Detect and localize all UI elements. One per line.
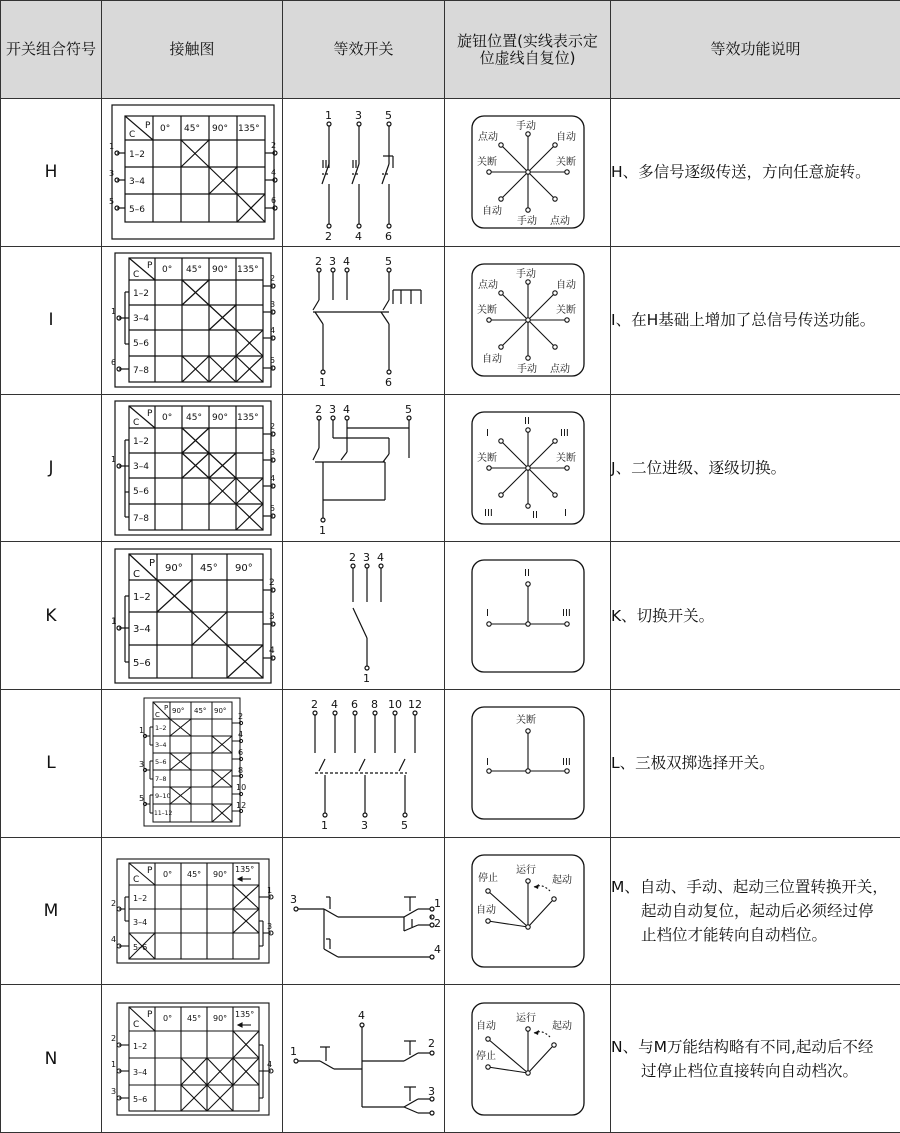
switch-terminal-label: 1 <box>433 896 441 910</box>
switch-terminal-label: 3 <box>289 892 297 906</box>
switch-terminal-label: 1 <box>324 109 332 123</box>
switch-terminal-label: 2 <box>324 230 332 243</box>
corner-c: C <box>132 270 139 281</box>
angle-label: 90° <box>211 412 228 423</box>
terminal-label: 1 <box>110 454 116 464</box>
knob-diagram <box>445 542 611 690</box>
contact-row-label: 1–2 <box>154 724 167 733</box>
contact-row-label: 3–4 <box>132 314 149 325</box>
angle-label: 135° <box>236 412 259 423</box>
table-row <box>1 246 900 394</box>
table-row <box>1 394 900 542</box>
knob-label: 关断 <box>476 305 497 317</box>
terminal-label: 1 <box>266 885 272 895</box>
switch-diagram <box>283 689 445 837</box>
row-symbol: L <box>1 689 102 837</box>
switch-diagram-svg <box>289 546 439 686</box>
row-symbol: M <box>1 837 102 985</box>
switch-terminal-label: 3 <box>362 550 370 564</box>
terminal-label: 4 <box>270 168 276 178</box>
angle-label: 45° <box>183 124 200 135</box>
knob-label: I <box>485 607 489 619</box>
switch-terminal-label: 1 <box>318 376 326 390</box>
header-switch: 等效开关 <box>283 1 445 99</box>
contact-row-label: 1–2 <box>128 150 145 161</box>
terminal-label: 1 <box>110 1059 116 1069</box>
knob-label: 关断 <box>476 157 497 169</box>
row-symbol: N <box>1 985 102 1133</box>
knob-label: 关断 <box>555 452 576 464</box>
switch-terminal-label: 8 <box>370 698 378 712</box>
terminal-label: 4 <box>110 934 116 944</box>
switch-terminal-label: 6 <box>384 376 392 390</box>
angle-label: 45° <box>199 562 218 574</box>
contact-row-label: 1–2 <box>132 1041 147 1051</box>
contact-row-label: 3–4 <box>132 623 151 635</box>
contact-diagram-svg <box>105 102 280 242</box>
switch-terminal-label: 4 <box>342 255 350 269</box>
angle-label: 0° <box>161 412 172 423</box>
knob-label: 关断 <box>476 452 497 464</box>
angle-label: 135° <box>237 124 260 135</box>
contact-diagram <box>102 542 283 690</box>
terminal-label: 6 <box>270 196 276 206</box>
knob-diagram <box>445 689 611 837</box>
knob-label: 自动 <box>555 280 576 292</box>
terminal-label: 6 <box>237 748 243 758</box>
knob-diagram-svg <box>468 556 588 676</box>
switch-terminal-label: 3 <box>328 402 336 416</box>
table-row <box>1 985 900 1133</box>
knob-label: 停止 <box>475 1050 496 1062</box>
knob-diagram-svg <box>468 408 588 528</box>
contact-row-label: 5–6 <box>132 339 149 350</box>
header-symbol: 开关组合符号 <box>1 1 102 99</box>
knob-label: 手动 <box>516 364 537 376</box>
desc-line: 过停止档位直接转向自动档次。 <box>641 1061 859 1080</box>
knob-diagram <box>445 99 611 247</box>
knob-label: 运行 <box>515 864 536 876</box>
angle-label: 90° <box>211 124 228 135</box>
contact-diagram <box>102 837 283 985</box>
row-description: I、在H基础上增加了总信号传送功能。 <box>611 246 900 394</box>
knob-label: 自动 <box>481 354 502 366</box>
header-knob: 旋钮位置(实线表示定位虚线自复位) <box>445 1 611 99</box>
contact-row-label: 1–2 <box>132 289 149 300</box>
switch-terminal-label: 2 <box>314 402 322 416</box>
knob-label: 点动 <box>549 216 570 228</box>
switch-terminal-label: 4 <box>433 942 441 956</box>
terminal-label: 6 <box>110 358 116 368</box>
knob-label: 自动 <box>475 904 496 916</box>
row-description <box>611 985 900 1133</box>
terminal-label: 1 <box>138 726 144 736</box>
contact-row-label: 3–4 <box>154 741 167 750</box>
contact-diagram-svg <box>105 989 280 1129</box>
corner-p: P <box>146 1009 152 1020</box>
terminal-label: 3 <box>110 1086 116 1096</box>
contact-diagram-svg <box>105 546 280 686</box>
switch-terminal-label: 4 <box>330 698 338 712</box>
corner-p: P <box>148 557 155 569</box>
switch-diagram <box>283 246 445 394</box>
knob-diagram-svg <box>468 703 588 823</box>
knob-label: III <box>561 607 571 619</box>
switch-diagram <box>283 985 445 1133</box>
angle-label: 90° <box>213 707 226 716</box>
switch-terminal-label: 2 <box>310 698 318 712</box>
row-description: L、三极双掷选择开关。 <box>611 689 900 837</box>
angle-label: 45° <box>186 1013 201 1023</box>
terminal-label: 4 <box>266 1059 272 1069</box>
terminal-label: 10 <box>235 783 246 793</box>
terminal-label: 5 <box>138 794 144 804</box>
header-row <box>1 1 900 99</box>
switch-diagram <box>283 542 445 690</box>
contact-row-label: 3–4 <box>132 917 147 927</box>
angle-label: 90° <box>212 869 227 879</box>
row-description: K、切换开关。 <box>611 542 900 690</box>
switch-terminal-label: 2 <box>427 1036 435 1050</box>
switch-terminal-label: 4 <box>357 1008 365 1022</box>
terminal-label: 2 <box>269 274 275 284</box>
terminal-label: 2 <box>269 421 275 431</box>
switch-terminal-label: 1 <box>362 671 370 685</box>
angle-label: 45° <box>186 869 201 879</box>
terminal-label: 2 <box>268 577 275 588</box>
terminal-label: 4 <box>269 473 275 483</box>
switch-terminal-label: 6 <box>350 698 358 712</box>
contact-row-label: 7–8 <box>132 513 149 524</box>
knob-label: II <box>523 415 530 427</box>
terminal-label: 3 <box>266 921 272 931</box>
knob-diagram <box>445 837 611 985</box>
contact-diagram <box>102 689 283 837</box>
switch-terminal-label: 2 <box>433 916 441 930</box>
contact-diagram <box>102 99 283 247</box>
contact-row-label: 3–4 <box>128 177 145 188</box>
switch-terminal-label: 1 <box>320 819 328 833</box>
row-symbol: I <box>1 246 102 394</box>
knob-label: I <box>485 427 489 439</box>
switch-terminal-label: 3 <box>427 1084 435 1098</box>
terminal-label: 2 <box>110 1033 116 1043</box>
switch-terminal-label: 3 <box>354 109 362 123</box>
terminal-label: 3 <box>269 447 275 457</box>
terminal-label: 3 <box>268 611 275 622</box>
contact-row-label: 5–6 <box>132 942 147 952</box>
knob-diagram-svg <box>468 112 588 232</box>
corner-p: P <box>144 121 150 132</box>
corner-p: P <box>163 704 168 713</box>
knob-label: 点动 <box>477 132 498 144</box>
row-symbol: H <box>1 99 102 247</box>
knob-label: 自动 <box>555 132 576 144</box>
row-description: H、多信号逐级传送，方向任意旋转。 <box>611 99 900 247</box>
terminal-label: 2 <box>270 141 276 151</box>
switch-terminal-label: 5 <box>384 109 392 123</box>
knob-diagram <box>445 394 611 542</box>
switch-terminal-label: 3 <box>328 255 336 269</box>
contact-row-label: 3–4 <box>132 1067 147 1077</box>
terminal-label: 1 <box>110 616 117 627</box>
contact-row-label: 11–12 <box>153 810 172 818</box>
angle-label: 135° <box>236 265 259 276</box>
knob-label: 关断 <box>555 157 576 169</box>
switch-terminal-label: 5 <box>400 819 408 833</box>
angle-label: 135° <box>234 864 254 874</box>
knob-label: 关断 <box>555 305 576 317</box>
terminal-label: 5 <box>108 197 114 207</box>
contact-row-label: 5–6 <box>132 486 149 497</box>
contact-row-label: 9–10 <box>154 792 171 801</box>
angle-label: 45° <box>185 265 202 276</box>
header-contact: 接触图 <box>102 1 283 99</box>
switch-terminal-label: 10 <box>387 698 402 712</box>
knob-diagram-svg <box>468 260 588 380</box>
terminal-label: 3 <box>269 300 275 310</box>
row-description: J、二位进级、逐级切换。 <box>611 394 900 542</box>
knob-label: 起动 <box>551 874 572 886</box>
desc-line: N、与M万能结构略有不同,起动后不经 <box>611 1037 874 1056</box>
terminal-label: 4 <box>237 730 243 740</box>
knob-label: 手动 <box>515 121 536 133</box>
terminal-label: 3 <box>108 169 114 179</box>
contact-diagram <box>102 246 283 394</box>
terminal-label: 1 <box>110 307 116 317</box>
header-desc: 等效功能说明 <box>611 1 900 99</box>
knob-label: III <box>559 427 569 439</box>
knob-label: 自动 <box>475 1020 496 1032</box>
switch-terminal-label: 5 <box>404 402 412 416</box>
knob-label: I <box>563 507 567 519</box>
switch-diagram <box>283 99 445 247</box>
corner-p: P <box>146 261 152 272</box>
corner-c: C <box>132 568 140 580</box>
knob-label: II <box>523 567 530 579</box>
corner-c: C <box>132 874 139 885</box>
terminal-label: 2 <box>237 712 243 722</box>
knob-diagram <box>445 985 611 1133</box>
angle-label: 90° <box>212 1013 227 1023</box>
angle-label: 135° <box>234 1009 254 1019</box>
switch-diagram-svg <box>289 693 439 833</box>
knob-label: 运行 <box>515 1012 536 1024</box>
knob-label: II <box>531 509 538 521</box>
terminal-label: 4 <box>269 326 275 336</box>
contact-row-label: 1–2 <box>132 893 147 903</box>
switch-diagram-svg <box>289 102 439 242</box>
terminal-label: 4 <box>268 645 275 656</box>
knob-label: 停止 <box>477 872 498 884</box>
knob-label: 起动 <box>551 1020 572 1032</box>
knob-label: 自动 <box>481 206 502 218</box>
knob-label: I <box>485 757 489 769</box>
contact-row-label: 7–8 <box>132 366 149 377</box>
table-row <box>1 542 900 690</box>
angle-label: 0° <box>162 869 172 879</box>
row-symbol: K <box>1 542 102 690</box>
switch-terminal-label: 3 <box>360 819 368 833</box>
table-row <box>1 689 900 837</box>
angle-label: 45° <box>193 707 206 716</box>
switch-terminal-label: 4 <box>376 550 384 564</box>
terminal-label: 2 <box>110 898 116 908</box>
corner-p: P <box>146 865 152 876</box>
switch-diagram-svg <box>284 989 444 1129</box>
contact-diagram-svg <box>105 250 280 390</box>
desc-line: 起动自动复位，起动后必须经过停 <box>641 901 874 920</box>
corner-c: C <box>132 417 139 428</box>
contact-row-label: 5–6 <box>128 205 145 216</box>
knob-label: 点动 <box>477 280 498 292</box>
knob-label: III <box>561 757 571 769</box>
terminal-label: 12 <box>235 801 246 811</box>
contact-row-label: 5–6 <box>132 657 151 669</box>
contact-diagram-svg <box>105 693 280 833</box>
switch-terminal-label: 6 <box>384 230 392 243</box>
terminal-label: 1 <box>108 142 114 152</box>
knob-label: III <box>483 507 493 519</box>
knob-label: 手动 <box>515 269 536 281</box>
angle-label: 0° <box>161 265 172 276</box>
knob-label: 关断 <box>515 715 536 727</box>
contact-row-label: 5–6 <box>154 758 167 767</box>
terminal-label: 5 <box>269 356 275 366</box>
angle-label: 0° <box>162 1013 172 1023</box>
switch-diagram <box>283 394 445 542</box>
desc-line: M、自动、手动、起动三位置转换开关， <box>611 877 888 896</box>
switch-diagram <box>283 837 445 985</box>
contact-diagram-svg <box>105 841 280 981</box>
switch-terminal-label: 2 <box>314 255 322 269</box>
switch-terminal-label: 5 <box>384 255 392 269</box>
table-row <box>1 837 900 985</box>
contact-row-label: 5–6 <box>132 1094 147 1104</box>
desc-line: 止档位才能转向自动档位。 <box>641 925 828 944</box>
contact-row-label: 7–8 <box>154 775 167 784</box>
knob-label: 手动 <box>516 216 537 228</box>
switch-terminal-label: 2 <box>348 550 356 564</box>
angle-label: 45° <box>185 412 202 423</box>
knob-diagram-svg <box>468 851 588 971</box>
angle-label: 90° <box>234 562 253 574</box>
terminal-label: 5 <box>269 503 275 513</box>
switch-terminal-label: 1 <box>289 1044 297 1058</box>
angle-label: 90° <box>171 707 184 716</box>
contact-row-label: 3–4 <box>132 461 149 472</box>
switch-diagram-svg <box>284 841 444 981</box>
switch-diagram-svg <box>289 250 439 390</box>
knob-diagram-svg <box>468 999 588 1119</box>
switch-terminal-label: 4 <box>354 230 362 243</box>
terminal-label: 8 <box>237 766 243 776</box>
angle-label: 0° <box>159 124 170 135</box>
corner-c: C <box>154 711 160 720</box>
switch-terminal-label: 12 <box>407 698 422 712</box>
contact-diagram-svg <box>105 398 280 538</box>
table-row <box>1 99 900 247</box>
contact-row-label: 1–2 <box>132 591 151 603</box>
knob-diagram <box>445 246 611 394</box>
contact-diagram <box>102 985 283 1133</box>
row-symbol: J <box>1 394 102 542</box>
switch-terminal-label: 1 <box>318 523 326 537</box>
corner-c: C <box>132 1019 139 1030</box>
corner-c: C <box>128 130 135 141</box>
row-description <box>611 837 900 985</box>
terminal-label: 3 <box>138 760 144 770</box>
angle-label: 90° <box>211 265 228 276</box>
contact-row-label: 1–2 <box>132 436 149 447</box>
corner-p: P <box>146 408 152 419</box>
angle-label: 90° <box>164 562 183 574</box>
contact-diagram <box>102 394 283 542</box>
switch-diagram-svg <box>289 398 439 538</box>
switch-terminal-label: 4 <box>342 402 350 416</box>
knob-label: 点动 <box>549 364 570 376</box>
